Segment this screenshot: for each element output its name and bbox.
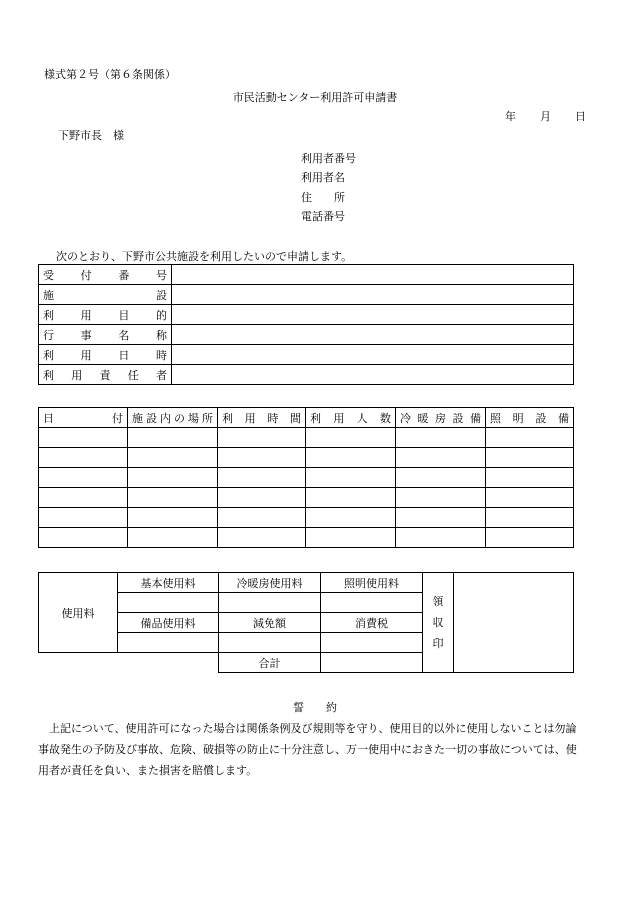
- cell[interactable]: [396, 468, 486, 488]
- date-day-label: 日: [575, 110, 586, 123]
- cell[interactable]: [39, 448, 128, 468]
- address-label: 住 所: [301, 191, 345, 204]
- addressee: 下野市長 様: [58, 129, 124, 142]
- total-field[interactable]: [321, 653, 423, 673]
- application-table: [38, 264, 574, 385]
- cell[interactable]: [306, 488, 396, 508]
- table-row: [39, 468, 574, 488]
- table-header-row: [39, 408, 574, 428]
- page-title: 市民活動センター利用許可申請書: [232, 91, 398, 104]
- table-row: [39, 325, 574, 345]
- cell[interactable]: [39, 428, 128, 448]
- purpose-label: 利 用 目 的: [39, 305, 172, 325]
- phone-label: 電話番号: [301, 210, 345, 223]
- oath-title: 誓 約: [293, 701, 337, 714]
- table-row: [39, 305, 574, 325]
- discount-field[interactable]: [219, 633, 321, 653]
- cell[interactable]: [128, 428, 218, 448]
- receipt-stamp-field[interactable]: [454, 573, 574, 673]
- form-number: 様式第２号（第６条関係）: [44, 68, 176, 81]
- cell[interactable]: [39, 488, 128, 508]
- cell[interactable]: [486, 428, 574, 448]
- cell[interactable]: [39, 468, 128, 488]
- tax-label: 消費税: [321, 613, 423, 633]
- cell[interactable]: [39, 528, 128, 548]
- table-row: [39, 508, 574, 528]
- cell[interactable]: [396, 448, 486, 468]
- cell[interactable]: [39, 508, 128, 528]
- facility-label: 施 設: [39, 285, 172, 305]
- cell[interactable]: [486, 468, 574, 488]
- cell[interactable]: [486, 448, 574, 468]
- cell[interactable]: [128, 468, 218, 488]
- table-row: [39, 428, 574, 448]
- table-row: [39, 345, 574, 365]
- receipt-number-label: 受 付 番 号: [39, 265, 172, 285]
- col-aircon-header: 冷 暖 房 設 備: [396, 408, 486, 428]
- event-name-label: 行 事 名 称: [39, 325, 172, 345]
- user-number-label: 利用者番号: [301, 152, 356, 165]
- total-label: 合計: [219, 653, 321, 673]
- col-location-header: 施 設 内 の 場 所: [128, 408, 218, 428]
- cell[interactable]: [128, 448, 218, 468]
- fee-table: [38, 572, 574, 673]
- date-month-label: 月: [540, 110, 551, 123]
- cell[interactable]: [128, 528, 218, 548]
- cell[interactable]: [396, 508, 486, 528]
- cell[interactable]: [486, 508, 574, 528]
- responsible-person-field[interactable]: [172, 365, 574, 385]
- oath-body: 上記について、使用許可になった場合は関係条例及び規則等を守り、使用目的以外に使用しないことは勿論事故発生の予防及び事故、危険、破損等の防止に十分注意し、万一使用中におきた一切の事故については、使用者が責任を負い、また損害を賠償します。: [38, 722, 577, 777]
- col-time-header: 利 用 時 間: [218, 408, 306, 428]
- schedule-table: [38, 407, 574, 548]
- fee-label: 使用料: [39, 573, 118, 653]
- responsible-person-label: 利 用 責 任 者: [39, 365, 172, 385]
- cell[interactable]: [396, 528, 486, 548]
- cell[interactable]: [218, 468, 306, 488]
- col-people-header: 利 用 人 数: [306, 408, 396, 428]
- basic-fee-field[interactable]: [118, 593, 219, 613]
- cell[interactable]: [218, 428, 306, 448]
- cell[interactable]: [306, 528, 396, 548]
- aircon-fee-label: 冷暖房使用料: [219, 573, 321, 593]
- aircon-fee-field[interactable]: [219, 593, 321, 613]
- table-row: [39, 265, 574, 285]
- date-year-label: 年: [505, 110, 516, 123]
- cell[interactable]: [306, 508, 396, 528]
- blank-cell: [39, 653, 219, 673]
- cell[interactable]: [128, 488, 218, 508]
- cell[interactable]: [218, 508, 306, 528]
- lighting-fee-field[interactable]: [321, 593, 423, 613]
- cell[interactable]: [218, 528, 306, 548]
- table-row: [39, 488, 574, 508]
- table-row: [39, 573, 574, 593]
- receipt-stamp-label: 領 収 印: [423, 573, 454, 673]
- cell[interactable]: [396, 428, 486, 448]
- cell[interactable]: [128, 508, 218, 528]
- col-date-header: 日 付: [39, 408, 128, 428]
- table-row: [39, 448, 574, 468]
- cell[interactable]: [306, 468, 396, 488]
- cell[interactable]: [218, 448, 306, 468]
- table-row: [39, 365, 574, 385]
- intro-text: 次のとおり、下野市公共施設を利用したいので申請します。: [56, 250, 353, 263]
- purpose-field[interactable]: [172, 305, 574, 325]
- usage-datetime-field[interactable]: [172, 345, 574, 365]
- cell[interactable]: [306, 428, 396, 448]
- equipment-fee-label: 備品使用料: [118, 613, 219, 633]
- facility-field[interactable]: [172, 285, 574, 305]
- cell[interactable]: [396, 488, 486, 508]
- col-lighting-header: 照 明 設 備: [486, 408, 574, 428]
- cell[interactable]: [218, 488, 306, 508]
- lighting-fee-label: 照明使用料: [321, 573, 423, 593]
- table-row: [39, 528, 574, 548]
- usage-datetime-label: 利 用 日 時: [39, 345, 172, 365]
- cell[interactable]: [486, 488, 574, 508]
- cell[interactable]: [486, 528, 574, 548]
- event-name-field[interactable]: [172, 325, 574, 345]
- table-row: [39, 285, 574, 305]
- user-name-label: 利用者名: [301, 171, 345, 184]
- basic-fee-label: 基本使用料: [118, 573, 219, 593]
- cell[interactable]: [306, 448, 396, 468]
- discount-label: 減免額: [219, 613, 321, 633]
- equipment-fee-field[interactable]: [118, 633, 219, 653]
- tax-field[interactable]: [321, 633, 423, 653]
- receipt-number-field[interactable]: [172, 265, 574, 285]
